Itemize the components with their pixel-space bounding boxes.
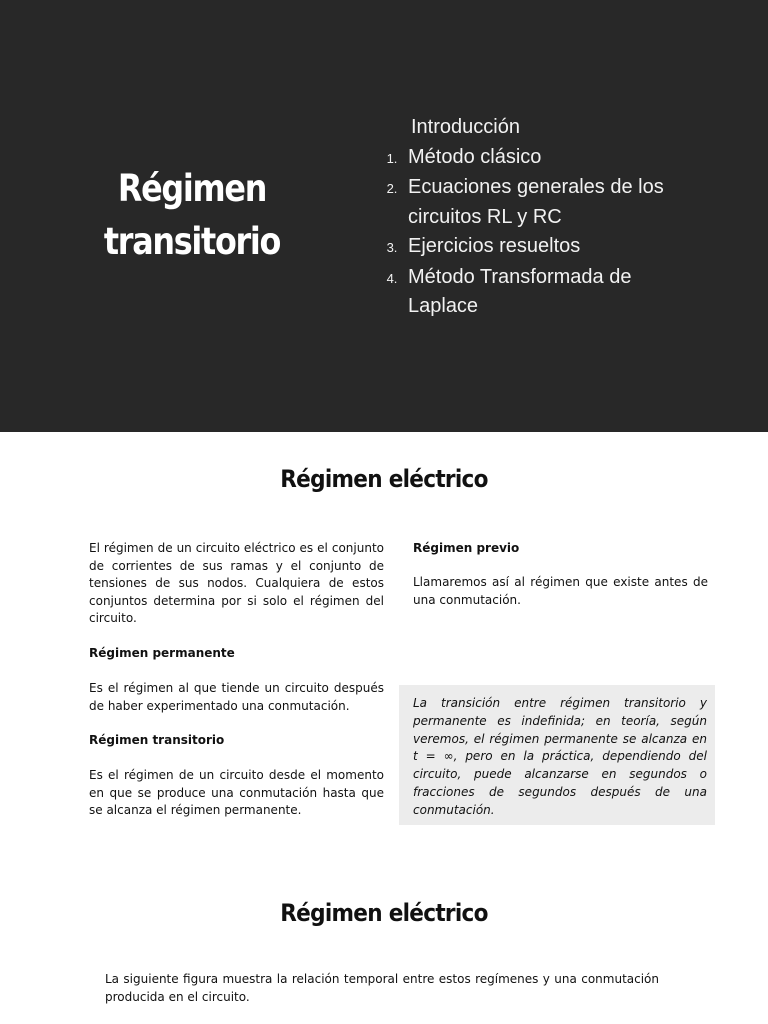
slide-title-line1: Régimen bbox=[117, 167, 267, 210]
toc-item-label: Método Transformada de Laplace bbox=[408, 265, 632, 317]
toc-item-number: 3. bbox=[386, 240, 398, 255]
figure-intro-text: La siguiente figura muestra la relación temporal entre estos regímenes y una conmutación producida en el circuito. bbox=[105, 972, 659, 1004]
title-slide bbox=[0, 0, 768, 432]
toc-item-label: Ecuaciones generales de los circuitos RL y RC bbox=[408, 176, 664, 228]
note-text: La transición entre régimen transitorio y permanente es indefinida; en teoría, según veremos, el régimen permanente se alcanza en t = ∞, pero en la práctica, dependiendo del circuito, puede alcanzarse en segundos o fracciones de segundos después de una conmutación. bbox=[413, 696, 707, 817]
regimen-definition: El régimen de un circuito eléctrico es el conjunto de corrientes de sus ramas y el conjunto de tensiones de sus nodos. Cualquiera de estos conjuntos determina por si solo el régimen del circuito. bbox=[89, 541, 384, 626]
slide-title-line2: transitorio bbox=[103, 220, 281, 263]
toc-item bbox=[376, 263, 706, 322]
toc-item-label: Ejercicios resueltos bbox=[408, 235, 581, 257]
table-of-contents bbox=[376, 113, 706, 322]
transitorio-heading: Régimen transitorio bbox=[89, 733, 225, 747]
toc-item-number: 4. bbox=[386, 270, 398, 286]
toc-item-number: 2. bbox=[386, 181, 398, 196]
transitorio-text: Es el régimen de un circuito desde el momento en que se produce una conmutación hasta que se alcanza el régimen permanente. bbox=[89, 768, 384, 818]
toc-item-label: Método clásico bbox=[408, 145, 542, 168]
slide-title bbox=[78, 162, 305, 268]
permanente-text: Es el régimen al que tiende un circuito después de haber experimentado una conmutación. bbox=[89, 681, 384, 713]
toc-item bbox=[376, 232, 706, 263]
toc-item-number: 1. bbox=[386, 150, 398, 166]
toc-intro: Introducción bbox=[411, 116, 520, 138]
permanente-heading: Régimen permanente bbox=[89, 646, 235, 660]
previo-heading: Régimen previo bbox=[413, 541, 520, 555]
section-title: Régimen eléctrico bbox=[280, 899, 488, 927]
note-box bbox=[399, 685, 715, 825]
previo-text: Llamaremos así al régimen que existe antes de una conmutación. bbox=[413, 575, 708, 607]
section-title: Régimen eléctrico bbox=[280, 465, 488, 493]
toc-item bbox=[376, 143, 706, 174]
toc-item bbox=[376, 173, 706, 232]
